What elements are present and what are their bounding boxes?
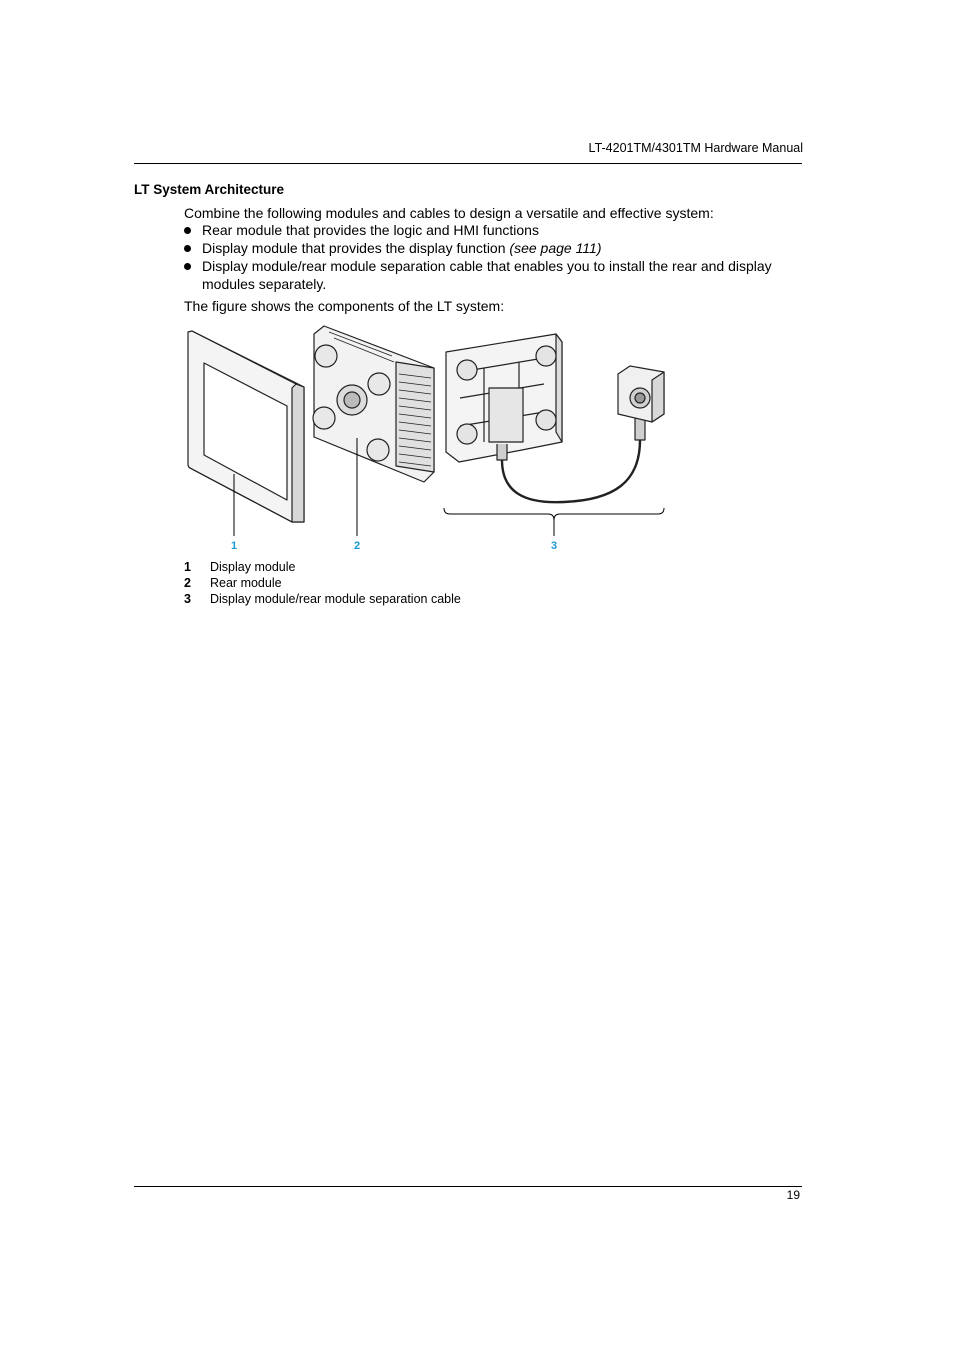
- bullet-icon: [184, 263, 191, 270]
- running-header: LT-4201TM/4301TM Hardware Manual: [588, 141, 803, 155]
- legend-label: Display module/rear module separation cable: [210, 592, 461, 606]
- bullet-text: Display module/rear module separation cable that enables you to install the rear and display modules separately.: [202, 258, 772, 292]
- callout-3: 3: [550, 540, 558, 552]
- display-module-drawing: [188, 331, 304, 522]
- figure-legend: [184, 559, 461, 607]
- connector-drawing: [618, 366, 664, 422]
- bullet-icon: [184, 227, 191, 234]
- legend-number: 3: [184, 592, 191, 606]
- section-title: LT System Architecture: [134, 182, 285, 197]
- legend-number: 2: [184, 576, 191, 590]
- rear-module-drawing: [313, 326, 434, 482]
- footer-rule: [134, 1186, 802, 1187]
- legend-row: [184, 559, 461, 575]
- legend-row: [184, 591, 461, 607]
- figure-intro: The figure shows the components of the LT system:: [184, 298, 505, 314]
- legend-number: 1: [184, 560, 191, 574]
- list-item: [184, 258, 804, 293]
- intro-paragraph: Combine the following modules and cables to design a versatile and effective system:: [184, 205, 714, 221]
- callout-2: 2: [353, 540, 361, 552]
- mounting-plate-drawing: [446, 334, 562, 462]
- bullet-text: Rear module that provides the logic and HMI functions: [202, 222, 539, 238]
- page-reference-link[interactable]: (see page 111): [509, 240, 602, 256]
- legend-row: [184, 575, 461, 591]
- callout-1: 1: [230, 540, 238, 552]
- bullet-text: Display module that provides the display function: [202, 240, 510, 256]
- legend-label: Rear module: [210, 576, 282, 590]
- list-item: [184, 240, 804, 258]
- header-rule: [134, 163, 802, 164]
- lt-system-figure: [184, 322, 674, 557]
- bullet-list: [184, 222, 804, 294]
- page-number: 19: [786, 1188, 800, 1202]
- list-item: [184, 222, 804, 240]
- bullet-icon: [184, 245, 191, 252]
- legend-label: Display module: [210, 560, 296, 574]
